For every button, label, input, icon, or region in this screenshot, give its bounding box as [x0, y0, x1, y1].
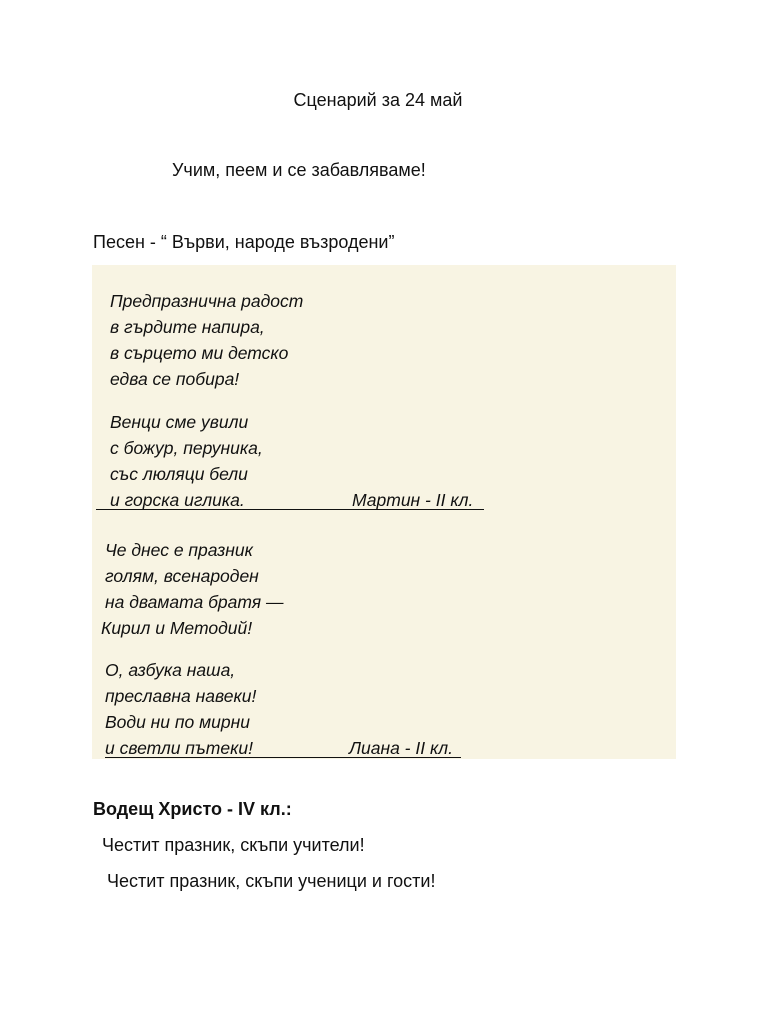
document-subtitle: Учим, пеем и се забавляваме!	[172, 160, 426, 180]
poem-line: преславна навеки!	[105, 686, 257, 706]
poem-line: О, азбука наша,	[105, 660, 236, 680]
poem-line: и горска иглика.	[110, 490, 245, 510]
poem-author: Мартин - II кл.	[352, 490, 474, 510]
greeting-line: Честит празник, скъпи ученици и гости!	[107, 871, 436, 891]
poem-line: Води ни по мирни	[105, 712, 250, 732]
poem-line: Венци сме увили	[110, 412, 249, 432]
poem-author: Лиана - II кл.	[349, 738, 453, 758]
document-title: Сценарий за 24 май	[293, 90, 463, 110]
song-title: Песен - “ Върви, народе възродени”	[93, 232, 395, 252]
poem-line: със люляци бели	[110, 464, 248, 484]
poem-line: Кирил и Методий!	[101, 618, 253, 638]
poem-line: едва се побира!	[110, 369, 240, 389]
poem-line: голям, всенароден	[105, 566, 259, 586]
poem-line: с божур, перуника,	[110, 438, 263, 458]
underline-rule	[105, 757, 461, 758]
poem-line: Предпразнична радост	[110, 291, 304, 311]
poem-line: и светли пътеки!	[105, 738, 253, 758]
greeting-line: Честит празник, скъпи учители!	[102, 835, 365, 855]
poem-line: в сърцето ми детско	[110, 343, 289, 363]
host-heading: Водещ Христо - IV кл.:	[93, 799, 292, 819]
poem-line: на двамата братя —	[105, 592, 284, 612]
poem-line: в гърдите напира,	[110, 317, 265, 337]
poem-line: Че днес е празник	[105, 540, 253, 560]
underline-rule	[96, 509, 484, 510]
